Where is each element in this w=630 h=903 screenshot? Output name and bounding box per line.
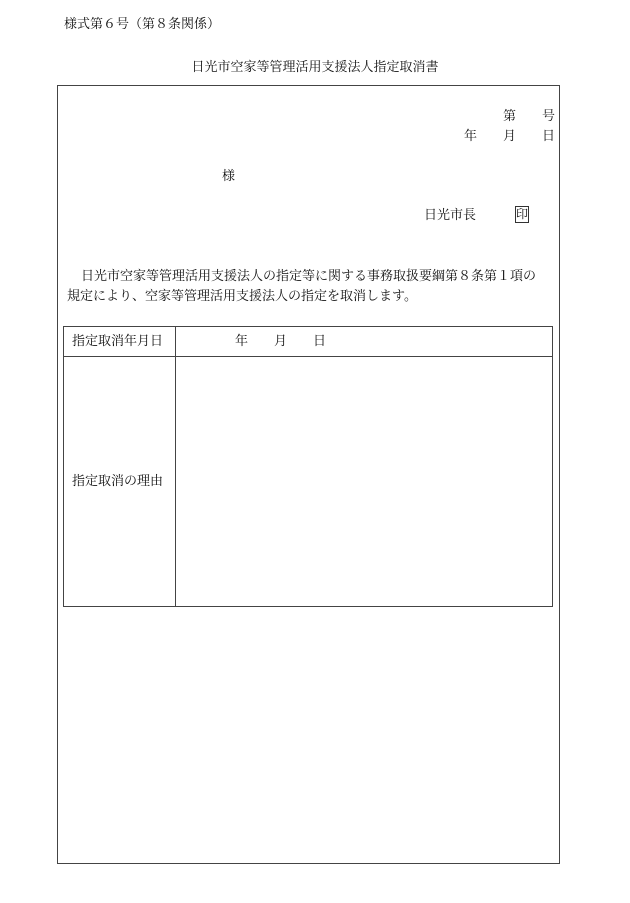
issue-date-line: 年 月 日: [463, 129, 555, 144]
revocation-reason-label: 指定取消の理由: [72, 474, 164, 489]
table-row-divider: [64, 356, 552, 357]
form-number-label: 様式第６号（第８条関係）: [64, 17, 221, 32]
revocation-table: [63, 326, 553, 607]
body-line-1: 日光市空家等管理活用支援法人の指定等に関する事務取扱要綱第８条第１項の: [81, 269, 537, 284]
body-line-2: 規定により、空家等管理活用支援法人の指定を取消します。: [67, 289, 417, 304]
table-column-divider: [175, 327, 176, 606]
revocation-date-label: 指定取消年月日: [72, 334, 164, 349]
revocation-date-field[interactable]: 年 月 日: [235, 334, 327, 349]
issuer-name: 日光市長: [424, 208, 477, 223]
document-title: 日光市空家等管理活用支援法人指定取消書: [191, 60, 439, 75]
document-number-line: 第 号: [502, 109, 555, 124]
seal-mark: 印: [516, 207, 529, 221]
body-text: [67, 267, 557, 307]
addressee-suffix: 様: [222, 169, 236, 184]
